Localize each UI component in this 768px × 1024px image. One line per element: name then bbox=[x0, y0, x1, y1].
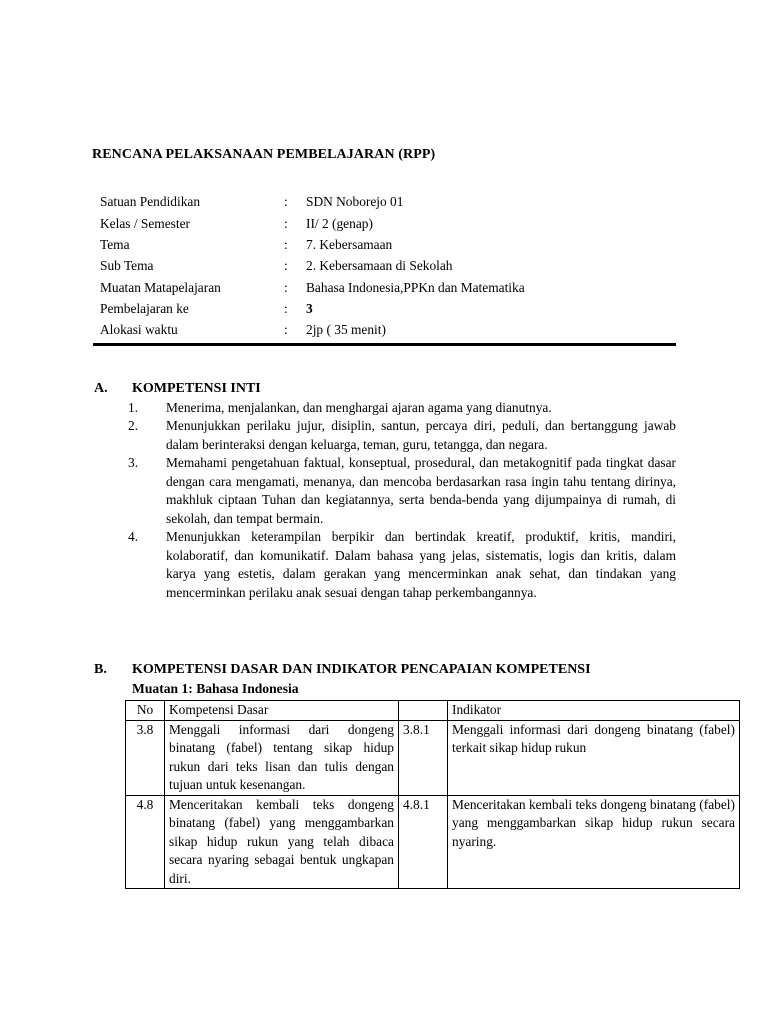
identity-colon: : bbox=[284, 279, 288, 295]
identity-colon: : bbox=[284, 194, 288, 210]
list-number: 1. bbox=[128, 399, 139, 415]
identity-row bbox=[93, 192, 676, 213]
section-title: KOMPETENSI INTI bbox=[132, 381, 261, 396]
cell-kode: 3.8.1 bbox=[399, 720, 448, 795]
identity-value: 2. Kebersamaan di Sekolah bbox=[306, 258, 453, 274]
table-header-row bbox=[126, 701, 740, 721]
cell-indikator: Menggali informasi dari dongeng binatang (fabel) terkait sikap hidup rukun bbox=[448, 720, 740, 795]
identity-colon: : bbox=[284, 322, 288, 338]
identity-label: Alokasi waktu bbox=[100, 322, 178, 338]
identity-value: Bahasa Indonesia,PPKn dan Matematika bbox=[306, 279, 525, 295]
table-row bbox=[126, 795, 740, 889]
identity-row bbox=[93, 213, 676, 234]
identity-label: Tema bbox=[100, 236, 130, 252]
identity-block bbox=[93, 192, 676, 346]
identity-label: Satuan Pendidikan bbox=[100, 194, 201, 210]
cell-indikator: Menceritakan kembali teks dongeng binatang (fabel) yang menggambarkan sikap hidup rukun secara nyaring. bbox=[448, 795, 740, 889]
header-kode bbox=[399, 701, 448, 721]
cell-no: 4.8 bbox=[126, 795, 165, 889]
list-text: Menunjukkan keterampilan berpikir dan bertindak kreatif, produktif, kritis, mandiri, kolaboratif, dan komunikatif. Dalam bahasa yang jelas, sistematis, logis dan kritis, dalam karya yang estetis, dalam gerakan yang mencerminkan anak sehat, dan tindakan yang mencerminkan perilaku anak sesuai dengan tahap perkembangannya. bbox=[166, 529, 676, 600]
header-indikator: Indikator bbox=[448, 701, 740, 721]
section-heading bbox=[94, 661, 714, 680]
header-no: No bbox=[126, 701, 165, 721]
identity-value: 2jp ( 35 menit) bbox=[306, 322, 386, 338]
identity-row bbox=[93, 235, 676, 256]
identity-colon: : bbox=[284, 258, 288, 274]
header-kompetensi-dasar: Kompetensi Dasar bbox=[165, 701, 399, 721]
identity-value: 3 bbox=[306, 300, 313, 316]
list-text: Menerima, menjalankan, dan menghargai ajaran agama yang dianutnya. bbox=[166, 399, 552, 415]
muatan-heading: Muatan 1: Bahasa Indonesia bbox=[132, 680, 299, 696]
list-item bbox=[94, 399, 676, 418]
list-number: 2. bbox=[128, 418, 139, 433]
list-text: Memahami pengetahuan faktual, konseptual, prosedural, dan metakognitif pada tingkat dasar dengan cara mengamati, menanya, dan mencoba berdasarkan rasa ingin tahu tentang dirinya, makhluk ciptaan Tuhan dan kegiatannya, serta benda-benda yang dijumpainya di rumah, di sekolah, dan tempat bermain. bbox=[166, 455, 676, 526]
identity-colon: : bbox=[284, 300, 288, 316]
section-letter: B. bbox=[94, 662, 107, 677]
identity-colon: : bbox=[284, 215, 288, 231]
identity-label: Kelas / Semester bbox=[100, 215, 190, 231]
list-item bbox=[94, 528, 676, 602]
list-number: 4. bbox=[128, 529, 139, 544]
list-text: Menunjukkan perilaku jujur, disiplin, santun, percaya diri, peduli, dan bertanggung jawab dalam berinteraksi dengan keluarga, teman, guru, tetangga, dan negara. bbox=[166, 418, 676, 452]
section-kompetensi-inti bbox=[94, 380, 676, 602]
list-item bbox=[94, 417, 676, 454]
identity-label: Muatan Matapelajaran bbox=[100, 279, 221, 295]
section-heading bbox=[94, 380, 676, 399]
document-title: RENCANA PELAKSANAAN PEMBELAJARAN (RPP) bbox=[92, 147, 436, 162]
identity-row bbox=[93, 320, 676, 341]
list-number: 3. bbox=[128, 455, 139, 470]
kompetensi-dasar-table bbox=[125, 700, 740, 889]
cell-kode: 4.8.1 bbox=[399, 795, 448, 889]
identity-row bbox=[93, 256, 676, 277]
identity-label: Sub Tema bbox=[100, 258, 154, 274]
cell-kompetensi-dasar: Menceritakan kembali teks dongeng binatang (fabel) yang menggambarkan sikap hidup rukun yang telah dibaca secara nyaring sebagai bentuk ungkapan diri. bbox=[165, 795, 399, 889]
identity-row bbox=[93, 298, 676, 319]
identity-value: 7. Kebersamaan bbox=[306, 236, 393, 252]
cell-kompetensi-dasar: Menggali informasi dari dongeng binatang (fabel) tentang sikap hidup rukun dari teks lisan dan tulis dengan tujuan untuk kesenangan. bbox=[165, 720, 399, 795]
kompetensi-inti-list bbox=[94, 399, 676, 603]
table-row bbox=[126, 720, 740, 795]
cell-no: 3.8 bbox=[126, 720, 165, 795]
identity-label: Pembelajaran ke bbox=[100, 300, 189, 316]
section-title: KOMPETENSI DASAR DAN INDIKATOR PENCAPAIAN KOMPETENSI bbox=[132, 662, 591, 677]
identity-value: SDN Noborejo 01 bbox=[306, 194, 404, 210]
section-letter: A. bbox=[94, 381, 108, 396]
identity-colon: : bbox=[284, 236, 288, 252]
identity-value: II/ 2 (genap) bbox=[306, 215, 373, 231]
identity-row bbox=[93, 277, 676, 298]
list-item bbox=[94, 454, 676, 528]
section-kompetensi-dasar bbox=[94, 661, 714, 698]
